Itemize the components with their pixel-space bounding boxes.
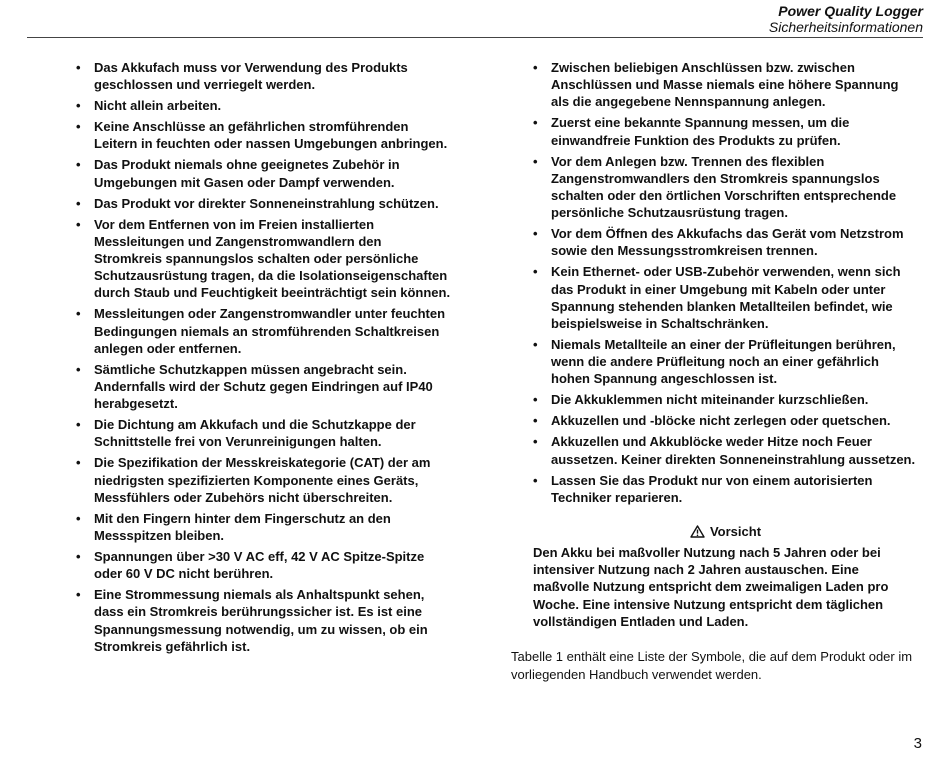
warning-triangle-icon: [690, 525, 705, 538]
bullet-icon: •: [76, 60, 81, 75]
bullet-icon: •: [76, 361, 81, 377]
bullet-text: Zwischen beliebigen Anschlüssen bzw. zwischen Anschlüssen und Masse niemals eine höhere Spannung als die angegebene Nennspannung anlegen.: [551, 60, 899, 110]
bullet-icon: •: [533, 413, 538, 429]
bullet-item: [533, 59, 918, 111]
bullet-icon: •: [76, 157, 81, 173]
left-column: [76, 59, 451, 659]
bullet-icon: •: [76, 587, 81, 603]
bullet-icon: •: [533, 434, 538, 450]
bullet-text: Die Spezifikation der Messkreiskategorie (CAT) der am niedrigsten spezifizierten Komponente eines Geräts, Messfühlers oder Zubehörs nicht überschreiten.: [94, 455, 431, 505]
bullet-text: Vor dem Entfernen von im Freien installierten Messleitungen und Zangenstromwandlern den Stromkreis spannungslos schalten oder persönliche Schutzausrüstung tragen, da die Isolationseigenschaften durch Staub und Feuchtigkeit beeinträchtigt sein können.: [94, 216, 451, 301]
bullet-item: [76, 305, 451, 357]
bullet-item: [76, 195, 451, 212]
bullet-icon: •: [76, 98, 81, 114]
bullet-icon: •: [76, 195, 81, 211]
bullet-item: [76, 454, 451, 506]
bullet-item: [533, 433, 918, 467]
bullet-icon: •: [76, 549, 81, 565]
bullet-item: [533, 225, 918, 259]
bullet-icon: •: [533, 115, 538, 131]
document-title: Power Quality Logger: [778, 3, 923, 19]
bullet-item: [533, 336, 918, 388]
bullet-text: Die Akkuklemmen nicht miteinander kurzschließen.: [551, 392, 869, 408]
bullet-item: [533, 263, 918, 332]
bullet-item: [76, 510, 451, 544]
bullet-text: Nicht allein arbeiten.: [94, 98, 222, 114]
bullet-item: [76, 361, 451, 413]
bullet-item: [533, 153, 918, 222]
bullet-text: Sämtliche Schutzkappen müssen angebracht sein. Andernfalls wird der Schutz gegen Eindringen auf IP40 herabgesetzt.: [94, 361, 433, 412]
caution-title: Vorsicht: [709, 524, 762, 539]
bullet-item: [76, 586, 451, 655]
bullet-icon: •: [533, 392, 538, 408]
bullet-item: [533, 472, 918, 506]
bullet-icon: •: [533, 153, 538, 169]
bullet-icon: •: [76, 455, 81, 471]
bullet-item: [76, 216, 451, 302]
bullet-text: Vor dem Anlegen bzw. Trennen des flexiblen Zangenstromwandlers den Stromkreis spannungslos schalten oder den örtlichen Vorschriften entsprechende persönliche Schutzausrüstung tragen.: [551, 153, 897, 221]
bullet-text: Kein Ethernet- oder USB-Zubehör verwenden, wenn sich das Produkt in einer Umgebung mit Kabeln oder unter Spannung stehenden blanken Metallteilen befindet, wie beispielsweise in Schaltschränken.: [551, 264, 901, 332]
bullet-text: Die Dichtung am Akkufach und die Schutzkappe der Schnittstelle frei von Verunreinigungen halten.: [94, 417, 416, 450]
bullet-text: Mit den Fingern hinter dem Fingerschutz an den Messspitzen bleiben.: [94, 510, 391, 544]
bullet-icon: •: [76, 119, 81, 135]
bullet-text: Eine Strommessung niemals als Anhaltspunkt sehen, dass ein Stromkreis berührungssicher ist. Es ist eine Spannungsmessung notwendig, um zu wissen, ob ein Stromkreis gefährlich ist.: [94, 587, 428, 654]
page-header: [769, 3, 923, 35]
left-bullet-list: [76, 59, 451, 655]
caution-text: Den Akku bei maßvoller Nutzung nach 5 Jahren oder bei intensiver Nutzung nach 2 Jahren austauschen. Eine maßvolle Nutzung entspricht dem zweimaligen Laden pro Woche. Eine intensive Nutzung entspricht dem täglichen vollständigen Entladen und Laden.: [533, 545, 889, 629]
bullet-icon: •: [533, 472, 538, 488]
bullet-text: Das Produkt niemals ohne geeignetes Zubehör in Umgebungen mit Gasen oder Dampf verwenden.: [94, 157, 400, 190]
bullet-icon: •: [76, 306, 81, 322]
bullet-text: Vor dem Öffnen des Akkufachs das Gerät vom Netzstrom sowie den Messungsstromkreisen trennen.: [551, 226, 904, 259]
page-number: 3: [913, 735, 922, 752]
bullet-icon: •: [533, 337, 538, 353]
bullet-text: Das Produkt vor direkter Sonneneinstrahlung schützen.: [94, 195, 439, 211]
bullet-item: [76, 118, 451, 152]
section-title: Sicherheitsinformationen: [768, 19, 923, 35]
bullet-icon: •: [533, 264, 538, 280]
bullet-text: Lassen Sie das Produkt nur von einem autorisierten Techniker reparieren.: [551, 472, 873, 505]
bullet-item: [533, 391, 918, 408]
bullet-icon: •: [76, 216, 81, 232]
bullet-item: [76, 97, 451, 114]
bullet-icon: •: [76, 417, 81, 433]
bullet-item: [76, 59, 451, 93]
right-column: [533, 59, 918, 510]
bullet-item: [76, 416, 451, 450]
bullet-text: Keine Anschlüsse an gefährlichen stromführenden Leitern in feuchten oder nassen Umgebungen anbringen.: [94, 119, 448, 152]
bullet-item: [533, 114, 918, 148]
bullet-text: Zuerst eine bekannte Spannung messen, um die einwandfreie Funktion des Produkts zu prüfen.: [551, 115, 850, 148]
caution-heading: [533, 523, 918, 540]
bullet-icon: •: [76, 510, 81, 526]
bullet-text: Niemals Metallteile an einer der Prüfleitungen berühren, wenn die andere Prüfleitung noch an einer gefährlich hohen Spannung angeschlossen ist.: [551, 337, 896, 387]
bullet-icon: •: [533, 226, 538, 242]
table-reference-text: Tabelle 1 enthält eine Liste der Symbole, die auf dem Produkt oder im vorliegenden Handbuch verwendet werden.: [511, 649, 913, 682]
bullet-item: [76, 156, 451, 190]
bullet-text: Akkuzellen und Akkublöcke weder Hitze noch Feuer aussetzen. Keiner direkten Sonneneinstrahlung aussetzen.: [551, 434, 916, 467]
bullet-text: Das Akkufach muss vor Verwendung des Produkts geschlossen und verriegelt werden.: [94, 60, 408, 93]
bullet-text: Messleitungen oder Zangenstromwandler unter feuchten Bedingungen niemals an stromführenden Schaltkreisen anlegen oder entfernen.: [94, 306, 446, 356]
bullet-item: [533, 412, 918, 429]
bullet-item: [76, 548, 451, 582]
bullet-icon: •: [533, 60, 538, 75]
bullet-text: Akkuzellen und -blöcke nicht zerlegen oder quetschen.: [551, 413, 891, 429]
right-bullet-list: [533, 59, 918, 506]
header-divider: [27, 37, 923, 38]
bullet-text: Spannungen über >30 V AC eff, 42 V AC Spitze-Spitze oder 60 V DC nicht berühren.: [94, 549, 425, 582]
